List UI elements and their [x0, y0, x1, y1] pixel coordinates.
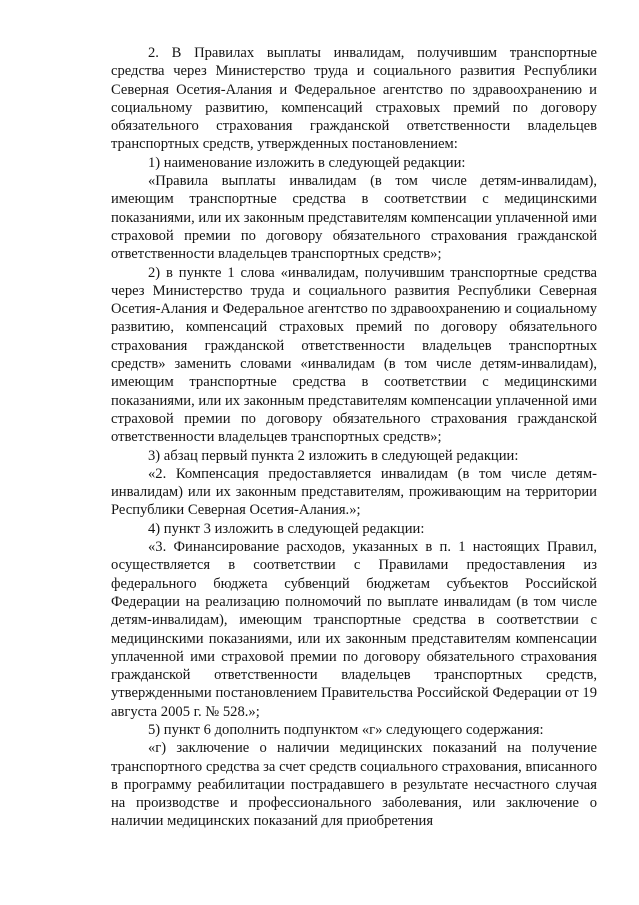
paragraph-compensation: «2. Компенсация предоставляется инвалидам (в том числе детям-инвалидам) или их законным представителям, проживающим на территории Республики Северная Осетия-Алания.»;: [111, 465, 597, 519]
paragraph-item-4: 4) пункт 3 изложить в следующей редакции:: [148, 520, 425, 537]
document-body: [111, 44, 597, 831]
paragraph-rules-amendment: 2. В Правилах выплаты инвалидам, получившим транспортные средства через Министерство труда и социального развития Республики Северная Осетия-Алания и Федеральное агентство по здравоохранению и социальному развитию, компенсаций страховых премий по договору обязательного страхования гражданской ответственности владельцев транспортных средств, утвержденных постановлением:: [111, 45, 597, 153]
paragraph-financing: «3. Финансирование расходов, указанных в п. 1 настоящих Правил, осуществляется в соответствии с Правилами предоставления из федерального бюджета субвенций бюджетам субъектов Российской Федерации на реализацию полномочий по выплате инвалидам (в том числе детям-инвалидам), имеющим транспортные средства в соответствии с медицинскими показаниями, или их законным представителям компенсации уплаченной ими страховой премии по договору обязательного страхования гражданской ответственности владельцев транспортных средств, утвержденными постановлением Правительства Российской Федерации от 19 августа 2005 г. № 528.»;: [111, 539, 597, 720]
paragraph-item-3: 3) абзац первый пункта 2 изложить в следующей редакции:: [148, 447, 519, 464]
paragraph-subitem-g: «г) заключение о наличии медицинских показаний на получение транспортного средства за счет средств социального страхования, вписанного в программу реабилитации пострадавшего в результате несчастного случая на производстве и профессионального заболевания, или заключение о наличии медицинских показаний для приобретения: [111, 740, 597, 830]
paragraph-new-title: «Правила выплаты инвалидам (в том числе детям-инвалидам), имеющим транспортные средства в соответствии с медицинскими показаниями, или их законным представителям компенсации уплаченной ими страховой премии по договору обязательного страхования гражданской ответственности владельцев транспортных средств»;: [111, 173, 597, 263]
paragraph-item-2: 2) в пункте 1 слова «инвалидам, получившим транспортные средства через Министерство труда и социального развития Республики Северная Осетия-Алания и Федеральное агентство по здравоохранению и социальному развитию, компенсаций страховых премий по договору обязательного страхования гражданской ответственности владельцев транспортных средств» заменить словами «инвалидам (в том числе детям-инвалидам), имеющим транспортные средства в соответствии с медицинскими показаниями, или их законным представителям компенсации уплаченной ими страховой премии по договору обязательного страхования гражданской ответственности владельцев транспортных средств»;: [111, 264, 597, 446]
paragraph-item-5: 5) пункт 6 дополнить подпунктом «г» следующего содержания:: [148, 721, 544, 738]
paragraph-item-1: 1) наименование изложить в следующей редакции:: [148, 154, 466, 171]
